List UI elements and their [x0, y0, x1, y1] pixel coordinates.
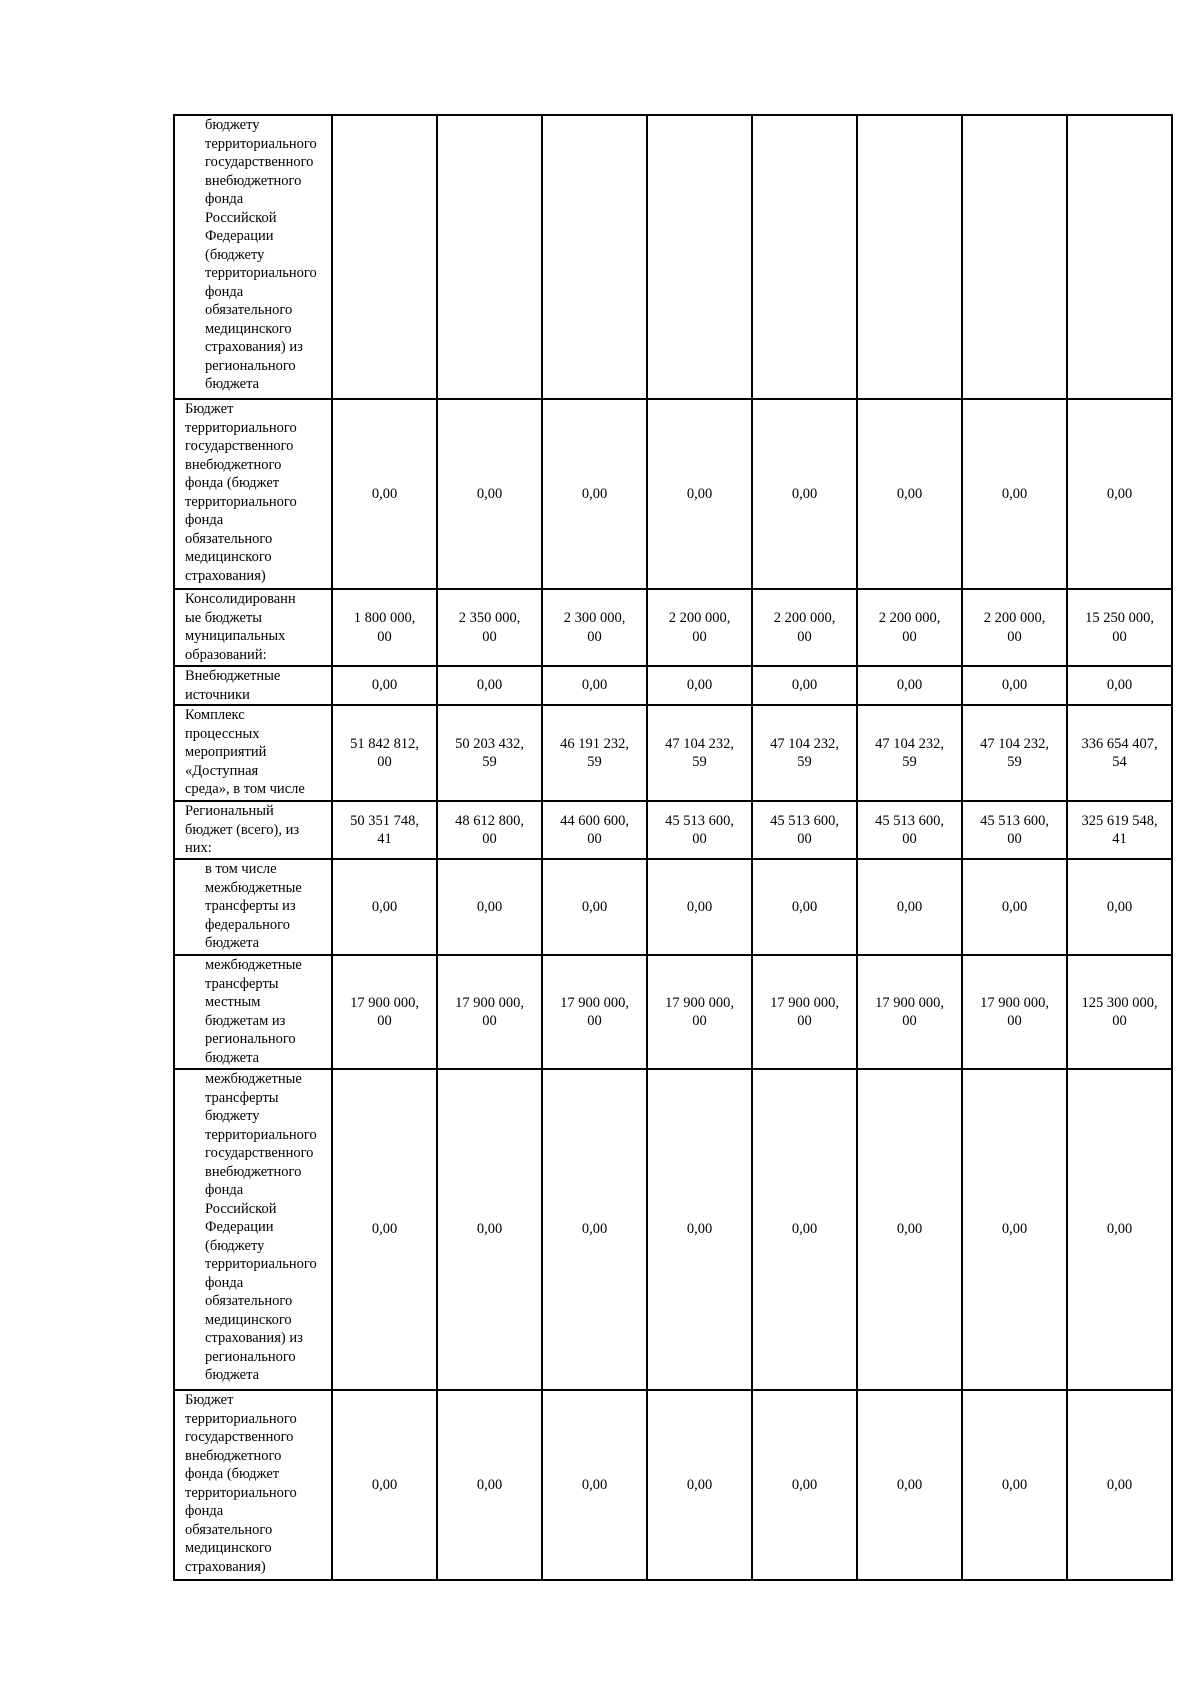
- table-row: [174, 589, 1172, 666]
- value-cell: 0,00: [332, 1390, 437, 1580]
- value-cell: 47 104 232, 59: [857, 705, 962, 801]
- table-row: [174, 666, 1172, 705]
- value-cell: 0,00: [542, 1069, 647, 1390]
- table-row: [174, 399, 1172, 589]
- value-cell: 2 200 000, 00: [857, 589, 962, 666]
- value-cell: 0,00: [332, 859, 437, 955]
- value-cell: 0,00: [962, 859, 1067, 955]
- value-cell: 17 900 000, 00: [752, 955, 857, 1069]
- value-cell: 44 600 600, 00: [542, 801, 647, 859]
- budget-table: [173, 114, 1173, 1581]
- table-row: [174, 859, 1172, 955]
- value-cell: 45 513 600, 00: [647, 801, 752, 859]
- row-label: межбюджетные трансферты местным бюджетам из регионального бюджета: [174, 955, 332, 1069]
- value-cell: 45 513 600, 00: [857, 801, 962, 859]
- value-cell: 17 900 000, 00: [437, 955, 542, 1069]
- value-cell: 2 200 000, 00: [962, 589, 1067, 666]
- value-cell: 0,00: [857, 859, 962, 955]
- value-cell: [857, 115, 962, 399]
- total-cell: 0,00: [1067, 666, 1172, 705]
- total-cell: 0,00: [1067, 399, 1172, 589]
- row-label: Внебюджетные источники: [174, 666, 332, 705]
- value-cell: 0,00: [752, 1390, 857, 1580]
- value-cell: 0,00: [542, 1390, 647, 1580]
- value-cell: 1 800 000, 00: [332, 589, 437, 666]
- value-cell: 0,00: [647, 859, 752, 955]
- value-cell: 0,00: [752, 1069, 857, 1390]
- value-cell: 0,00: [857, 1069, 962, 1390]
- value-cell: 47 104 232, 59: [752, 705, 857, 801]
- value-cell: 0,00: [962, 1390, 1067, 1580]
- value-cell: 45 513 600, 00: [752, 801, 857, 859]
- value-cell: 2 200 000, 00: [647, 589, 752, 666]
- value-cell: 0,00: [752, 859, 857, 955]
- value-cell: 17 900 000, 00: [857, 955, 962, 1069]
- value-cell: 0,00: [437, 1390, 542, 1580]
- value-cell: 0,00: [542, 399, 647, 589]
- value-cell: 0,00: [437, 859, 542, 955]
- total-cell: [1067, 115, 1172, 399]
- total-cell: 15 250 000, 00: [1067, 589, 1172, 666]
- table-row: [174, 801, 1172, 859]
- value-cell: [962, 115, 1067, 399]
- value-cell: 0,00: [857, 1390, 962, 1580]
- value-cell: 45 513 600, 00: [962, 801, 1067, 859]
- value-cell: 0,00: [437, 1069, 542, 1390]
- row-label: Комплекс процессных мероприятий «Доступная среда», в том числе: [174, 705, 332, 801]
- value-cell: 0,00: [437, 666, 542, 705]
- row-label: Консолидированн ые бюджеты муниципальных образований:: [174, 589, 332, 666]
- value-cell: 47 104 232, 59: [647, 705, 752, 801]
- row-label: в том числе межбюджетные трансферты из федерального бюджета: [174, 859, 332, 955]
- value-cell: 0,00: [857, 399, 962, 589]
- value-cell: 0,00: [542, 859, 647, 955]
- value-cell: 0,00: [647, 399, 752, 589]
- row-label: Бюджет территориального государственного внебюджетного фонда (бюджет территориального фонда обязательного медицинского страхования): [174, 1390, 332, 1580]
- value-cell: 51 842 812, 00: [332, 705, 437, 801]
- value-cell: 2 200 000, 00: [752, 589, 857, 666]
- value-cell: [542, 115, 647, 399]
- value-cell: 0,00: [857, 666, 962, 705]
- value-cell: 0,00: [437, 399, 542, 589]
- table-row: [174, 115, 1172, 399]
- budget-table-body: [174, 115, 1172, 1580]
- value-cell: [332, 115, 437, 399]
- value-cell: 0,00: [962, 1069, 1067, 1390]
- value-cell: 2 300 000, 00: [542, 589, 647, 666]
- value-cell: [647, 115, 752, 399]
- total-cell: 0,00: [1067, 1069, 1172, 1390]
- row-label: Региональный бюджет (всего), из них:: [174, 801, 332, 859]
- value-cell: 17 900 000, 00: [542, 955, 647, 1069]
- value-cell: 50 351 748, 41: [332, 801, 437, 859]
- value-cell: 0,00: [962, 666, 1067, 705]
- value-cell: 0,00: [752, 666, 857, 705]
- value-cell: 2 350 000, 00: [437, 589, 542, 666]
- table-row: [174, 955, 1172, 1069]
- value-cell: 0,00: [332, 1069, 437, 1390]
- value-cell: 47 104 232, 59: [962, 705, 1067, 801]
- value-cell: 0,00: [332, 666, 437, 705]
- value-cell: 0,00: [647, 1390, 752, 1580]
- total-cell: 336 654 407, 54: [1067, 705, 1172, 801]
- value-cell: 48 612 800, 00: [437, 801, 542, 859]
- table-row: [174, 705, 1172, 801]
- value-cell: 17 900 000, 00: [962, 955, 1067, 1069]
- value-cell: [437, 115, 542, 399]
- total-cell: 0,00: [1067, 1390, 1172, 1580]
- value-cell: 0,00: [332, 399, 437, 589]
- table-row: [174, 1069, 1172, 1390]
- value-cell: 0,00: [752, 399, 857, 589]
- value-cell: [752, 115, 857, 399]
- value-cell: 0,00: [647, 1069, 752, 1390]
- row-label: бюджету территориального государственного внебюджетного фонда Российской Федерации (бюджету территориального фонда обязательного медицинского страхования) из регионального бюджета: [174, 115, 332, 399]
- value-cell: 46 191 232, 59: [542, 705, 647, 801]
- row-label: межбюджетные трансферты бюджету территориального государственного внебюджетного фонда Российской Федерации (бюджету территориального фонда обязательного медицинского страхования) из регионального бюджета: [174, 1069, 332, 1390]
- value-cell: 0,00: [542, 666, 647, 705]
- total-cell: 325 619 548, 41: [1067, 801, 1172, 859]
- table-row: [174, 1390, 1172, 1580]
- row-label: Бюджет территориального государственного внебюджетного фонда (бюджет территориального фонда обязательного медицинского страхования): [174, 399, 332, 589]
- value-cell: 17 900 000, 00: [647, 955, 752, 1069]
- total-cell: 125 300 000, 00: [1067, 955, 1172, 1069]
- total-cell: 0,00: [1067, 859, 1172, 955]
- value-cell: 0,00: [647, 666, 752, 705]
- value-cell: 0,00: [962, 399, 1067, 589]
- value-cell: 50 203 432, 59: [437, 705, 542, 801]
- value-cell: 17 900 000, 00: [332, 955, 437, 1069]
